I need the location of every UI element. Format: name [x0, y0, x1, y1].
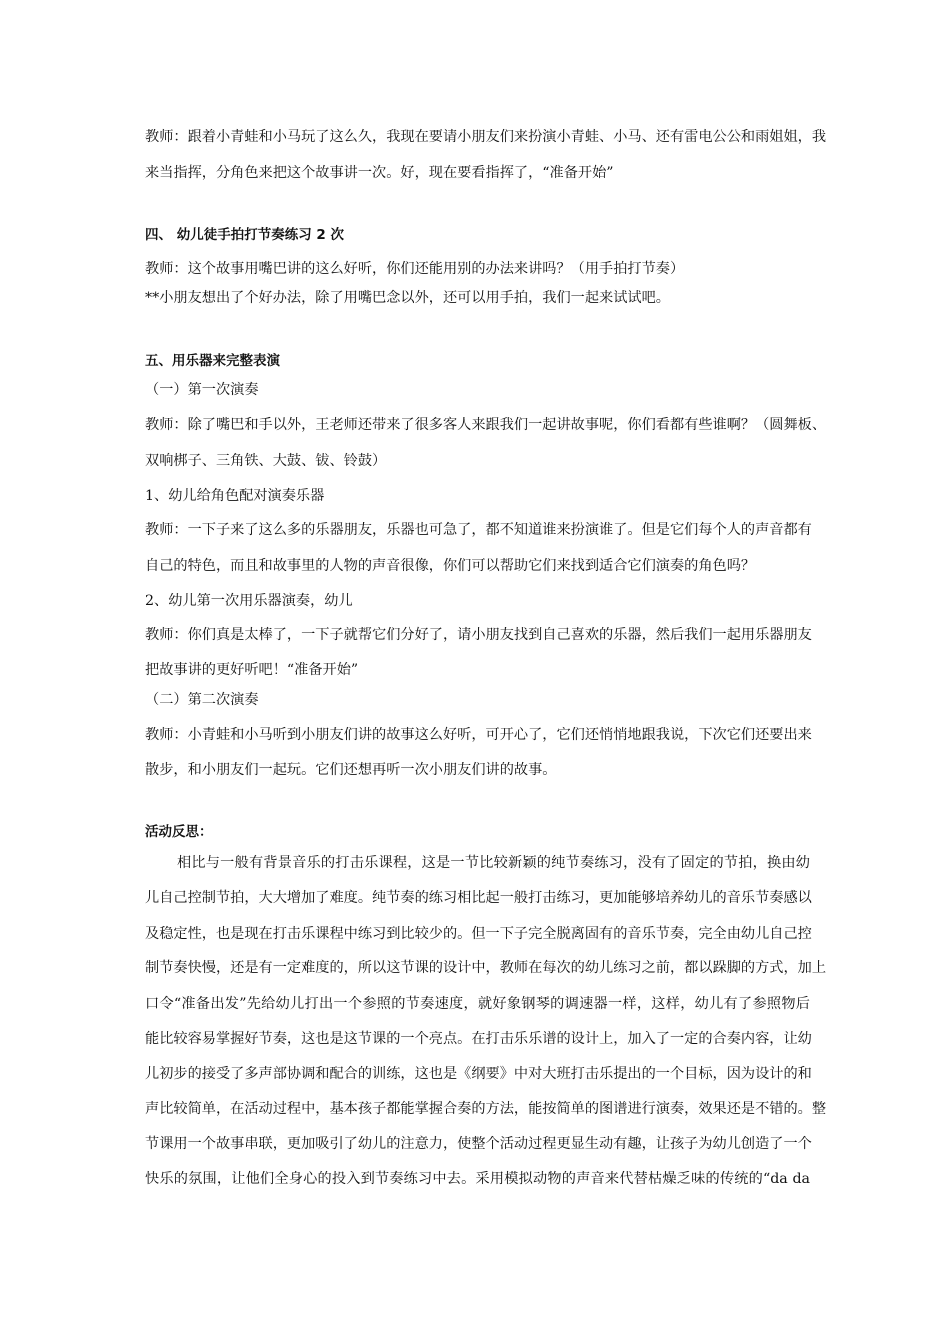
paragraph-line: 节课用一个故事串联，更加吸引了幼儿的注意力，使整个活动过程更显生动有趣，让孩子为幼儿创造了一个	[145, 1136, 812, 1152]
paragraph-line: 双响梆子、三角铁、大鼓、钹、铃鼓）	[145, 453, 387, 469]
list-item: 2、幼儿第一次用乐器演奏，幼儿	[145, 593, 353, 609]
paragraph-line: 相比与一般有背景音乐的打击乐课程，这是一节比较新颖的纯节奏练习，没有了固定的节拍，换由幼	[177, 855, 810, 871]
paragraph-line: 教师：一下子来了这么多的乐器朋友，乐器也可急了，都不知道谁来扮演谁了。但是它们每个人的声音都有	[145, 522, 812, 538]
paragraph-line: 口令“准备出发”先给幼儿打出一个参照的节奏速度，就好象钢琴的调速器一样，这样，幼儿有了参照物后	[145, 996, 810, 1012]
paragraph-line: 教师：除了嘴巴和手以外，王老师还带来了很多客人来跟我们一起讲故事呢，你们看都有些谁啊？（圆舞板、	[145, 417, 827, 433]
paragraph-line: 及稳定性，也是现在打击乐课程中练习到比较少的。但一下子完全脱离固有的音乐节奏，完全由幼儿自己控	[145, 926, 812, 942]
paragraph-line: 快乐的氛围，让他们全身心的投入到节奏练习中去。采用模拟动物的声音来代替枯燥乏味的传统的“da da	[145, 1171, 810, 1187]
paragraph-line: 制节奏快慢，还是有一定难度的，所以这节课的设计中，教师在每次的幼儿练习之前，都以跺脚的方式，加上	[145, 960, 827, 976]
section-heading: 五、用乐器来完整表演	[145, 353, 280, 369]
list-item: 1、幼儿给角色配对演奏乐器	[145, 488, 325, 504]
paragraph-line: 儿初步的接受了多声部协调和配合的训练，这也是《纲要》中对大班打击乐提出的一个目标，因为设计的和	[145, 1066, 812, 1082]
paragraph-line: 教师：你们真是太棒了，一下子就帮它们分好了，请小朋友找到自己喜欢的乐器，然后我们一起用乐器朋友	[145, 627, 812, 643]
paragraph-line: 能比较容易掌握好节奏，这也是这节课的一个亮点。在打击乐乐谱的设计上，加入了一定的合奏内容，让幼	[145, 1031, 812, 1047]
paragraph-line: 儿自己控制节拍，大大增加了难度。纯节奏的练习相比起一般打击练习，更加能够培养幼儿的音乐节奏感以	[145, 890, 812, 906]
paragraph-line: 教师：这个故事用嘴巴讲的这么好听，你们还能用别的办法来讲吗？（用手拍打节奏）	[145, 261, 685, 277]
paragraph-line: **小朋友想出了个好办法，除了用嘴巴念以外，还可以用手拍，我们一起来试试吧。	[145, 290, 670, 306]
paragraph-line: 把故事讲的更好听吧！“准备开始”	[145, 662, 359, 678]
paragraph-line: 来当指挥，分角色来把这个故事讲一次。好，现在要看指挥了，“准备开始”	[145, 165, 614, 181]
subsection-heading: （二）第二次演奏	[145, 692, 259, 708]
section-heading: 四、 幼儿徒手拍打节奏练习 2 次	[145, 227, 344, 243]
paragraph-line: 教师：小青蛙和小马听到小朋友们讲的故事这么好听，可开心了，它们还悄悄地跟我说，下次它们还要出来	[145, 727, 812, 743]
section-heading: 活动反思：	[145, 824, 213, 840]
paragraph-line: 教师：跟着小青蛙和小马玩了这么久，我现在要请小朋友们来扮演小青蛙、小马、还有雷电公公和雨姐姐，我	[145, 129, 827, 145]
subsection-heading: （一）第一次演奏	[145, 382, 259, 398]
paragraph-line: 散步，和小朋友们一起玩。它们还想再听一次小朋友们讲的故事。	[145, 762, 557, 778]
paragraph-line: 自己的特色，而且和故事里的人物的声音很像，你们可以帮助它们来找到适合它们演奏的角色吗？	[145, 558, 756, 574]
paragraph-line: 声比较简单，在活动过程中，基本孩子都能掌握合奏的方法，能按简单的图谱进行演奏，效果还是不错的。整	[145, 1101, 827, 1117]
